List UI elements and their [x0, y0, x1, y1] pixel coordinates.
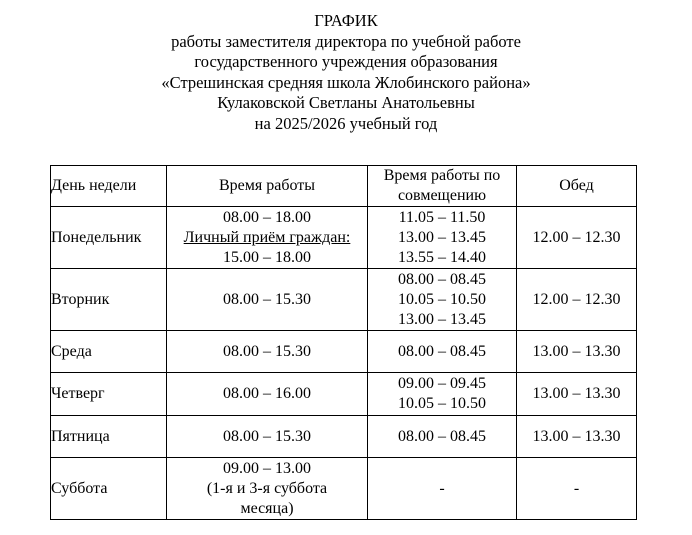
table-row: [51, 331, 637, 373]
table-row: [51, 269, 637, 331]
combined-time-line: 13.00 – 13.45: [398, 310, 486, 328]
combined-time-line: 13.55 – 14.40: [398, 248, 486, 266]
combined-time-line: 11.05 – 11.50: [398, 208, 486, 226]
heading-line-2: государственного учреждения образования: [194, 52, 498, 71]
lunch-cell: 13.00 – 13.30: [517, 331, 637, 373]
combined-time-line: 08.00 – 08.45: [398, 270, 486, 288]
day-cell: Понедельник: [51, 207, 167, 269]
day-cell: Пятница: [51, 416, 167, 458]
work-time-cell: [167, 207, 368, 269]
combined-time-cell: [368, 207, 517, 269]
combined-time-cell: 08.00 – 08.45: [368, 416, 517, 458]
reception-label: Личный приём граждан:: [183, 228, 351, 246]
column-header-work-time: Время работы: [167, 166, 368, 207]
heading-line-3: «Стрешинская средняя школа Жлобинского района»: [161, 72, 531, 92]
heading-line-1: работы заместителя директора по учебной работе: [171, 31, 521, 51]
column-header-day: День недели: [51, 166, 167, 207]
work-time-note: (1-я и 3-я суббота: [206, 479, 328, 497]
work-time-cell: 08.00 – 15.30: [167, 416, 368, 458]
day-cell: Четверг: [51, 373, 167, 416]
combined-time-cell: [368, 373, 517, 416]
work-time-cell: [167, 458, 368, 520]
lunch-cell: -: [517, 458, 637, 520]
combined-time-line: 10.05 – 10.50: [398, 290, 486, 308]
work-time-cell: 08.00 – 16.00: [167, 373, 368, 416]
table-row: [51, 373, 637, 416]
lunch-cell: 13.00 – 13.30: [517, 416, 637, 458]
heading-line-5: на 2025/2026 учебный год: [254, 113, 438, 133]
lunch-cell: 12.00 – 12.30: [517, 207, 637, 269]
lunch-cell: 13.00 – 13.30: [517, 373, 637, 416]
column-header-combined-line-1: Время работы по: [383, 167, 501, 184]
heading-title: ГРАФИК: [314, 11, 378, 30]
day-cell: Вторник: [51, 269, 167, 331]
work-time-note: месяца): [240, 499, 294, 517]
table-row: [51, 458, 637, 520]
work-time-line: 08.00 – 18.00: [223, 208, 311, 226]
work-time-cell: 08.00 – 15.30: [167, 331, 368, 373]
day-cell: Среда: [51, 331, 167, 373]
combined-time-cell: [368, 269, 517, 331]
schedule-table: [50, 165, 637, 520]
reception-time-line: 15.00 – 18.00: [223, 248, 311, 266]
table-row: [51, 207, 637, 269]
column-header-lunch: Обед: [517, 166, 637, 207]
heading-line-4: Кулаковской Светланы Анатольевны: [217, 93, 475, 112]
table-row: [51, 416, 637, 458]
combined-time-line: 10.05 – 10.50: [398, 395, 486, 412]
document-heading: [0, 11, 692, 134]
work-time-line: 09.00 – 13.00: [223, 459, 311, 477]
combined-time-cell: -: [368, 458, 517, 520]
combined-time-line: 13.00 – 13.45: [398, 228, 486, 246]
column-header-combined-line-2: совмещению: [397, 187, 487, 204]
combined-time-cell: 08.00 – 08.45: [368, 331, 517, 373]
column-header-combined-time: [368, 166, 517, 207]
day-cell: Суббота: [51, 458, 167, 520]
combined-time-line: 09.00 – 09.45: [398, 375, 486, 392]
work-time-cell: 08.00 – 15.30: [167, 269, 368, 331]
lunch-cell: 12.00 – 12.30: [517, 269, 637, 331]
table-header-row: [51, 166, 637, 207]
